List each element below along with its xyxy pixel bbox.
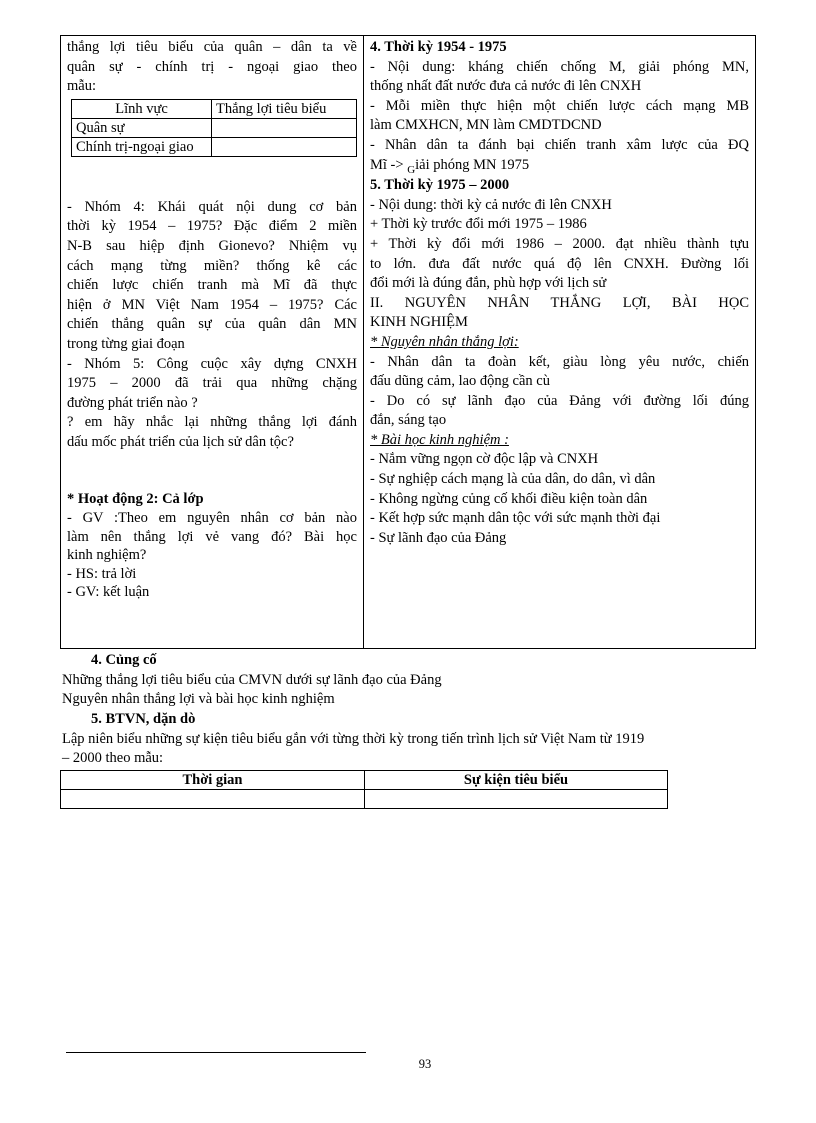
lessons-line: - Kết hợp sức mạnh dân tộc với sức mạnh thời đại <box>370 510 661 527</box>
consolidation-heading: 4. Củng cố <box>91 652 157 668</box>
victory-template-table <box>71 99 357 157</box>
period-5-line: - Nội dung: thời kỳ cả nước đi lên CNXH <box>370 196 612 213</box>
period-5-line: + Thời kỳ đổi mới 1986 – 2000. đạt nhiều thành tựu <box>370 235 749 252</box>
activity-line: - GV :Theo em nguyên nhân cơ bản nào <box>67 510 357 527</box>
table-cell <box>212 118 357 137</box>
homework-heading: 5. BTVN, dặn dò <box>91 711 196 727</box>
group5-line: 1975 – 2000 đã trải qua những chặng <box>67 375 357 392</box>
causes-title: * Nguyên nhân thắng lợi: <box>370 333 519 350</box>
causes-line: đắn, sáng tạo <box>370 412 447 429</box>
consolidation-line: Nguyên nhân thắng lợi và bài học kinh nghiệm <box>62 691 335 708</box>
period-4-line: thống nhất đất nước đưa cả nước đi lên CNXH <box>370 78 642 95</box>
period-5-line: to lớn. đưa đất nước quá độ lên CNXH. Đường lối <box>370 255 749 272</box>
group5-line: - Nhóm 5: Công cuộc xây dựng CNXH <box>67 355 357 372</box>
causes-line: đấu dũng cảm, lao động cần cù <box>370 373 550 390</box>
activity-title: * Hoạt động 2: Cả lớp <box>67 490 204 507</box>
content-column <box>364 36 755 648</box>
group4-line: chiến thắng quân sự của quân dân MN <box>67 316 357 333</box>
intro-line: mẫu: <box>67 78 96 95</box>
period-4-line: - Nhân dân ta đánh bại chiến tranh xâm lược của ĐQ <box>370 136 749 153</box>
period-4-text: iải phóng MN 1975 <box>415 156 530 173</box>
activity-line: - HS: trả lời <box>67 565 137 582</box>
section-2-heading: KINH NGHIỆM <box>370 314 468 331</box>
period-4-line <box>370 156 749 177</box>
group4-line: cách mạng từng miền? thống kê các <box>67 257 357 274</box>
table-cell: Chính trị-ngoại giao <box>72 137 212 156</box>
period-5-line: + Thời kỳ trước đổi mới 1975 – 1986 <box>370 216 587 233</box>
group4-line: - Nhóm 4: Khái quát nội dung cơ bản <box>67 198 357 215</box>
table-cell <box>212 137 357 156</box>
homework-line: Lập niên biểu những sự kiện tiêu biểu gắn với từng thời kỳ trong tiến trình lịch sử Việt Nam từ 1919 <box>62 730 645 747</box>
period-5-line: đổi mới là đúng đắn, phù hợp với lịch sử <box>370 275 607 292</box>
section-2-heading: II. NGUYÊN NHÂN THẮNG LỢI, BÀI HỌC <box>370 294 749 311</box>
table-cell: Quân sự <box>72 118 212 137</box>
causes-line: - Nhân dân ta đoàn kết, giàu lòng yêu nước, chiến <box>370 353 749 370</box>
table-header: Sự kiện tiêu biểu <box>365 771 668 790</box>
activity-line: làm nên thắng lợi vẻ vang đó? Bài học <box>67 528 357 545</box>
homework-line: – 2000 theo mẫu: <box>62 750 164 767</box>
consolidation-line: Những thắng lợi tiêu biểu của CMVN dưới sự lãnh đạo của Đảng <box>62 671 442 688</box>
activity-line: kinh nghiệm? <box>67 547 147 564</box>
footnote-separator <box>66 1052 366 1053</box>
group4-line: trong từng giai đoạn <box>67 335 185 352</box>
page-number: 93 <box>418 1057 432 1071</box>
activity-line: - GV: kết luận <box>67 584 150 601</box>
group4-line: thời kỳ 1954 – 1975? Đặc điểm 2 miền <box>67 218 357 235</box>
period-4-title: 4. Thời kỳ 1954 - 1975 <box>370 39 507 55</box>
period-4-line: - Nội dung: kháng chiến chống M, giải phóng MN, <box>370 58 749 75</box>
lessons-title: * Bài học kinh nghiệm : <box>370 431 509 448</box>
group5-line: ? em hãy nhắc lại những thắng lợi đánh <box>67 414 357 431</box>
table-header: Thắng lợi tiêu biểu <box>212 99 357 118</box>
period-4-line: làm CMXHCN, MN làm CMDTDCND <box>370 117 602 134</box>
teacher-activities-column <box>61 36 364 648</box>
group5-line: đường phát triển nào ? <box>67 394 198 411</box>
group4-line: N-B sau hiệp định Gionevo? Nhiệm vụ <box>67 237 357 254</box>
group4-line: hiện ở MN Việt Nam 1954 – 1975? Các <box>67 296 357 313</box>
intro-line: thắng lợi tiêu biểu của quân – dân ta về <box>67 39 357 55</box>
group5-line: dấu mốc phát triển của lịch sử dân tộc? <box>67 433 294 450</box>
lesson-table <box>60 35 756 649</box>
table-cell <box>365 790 668 809</box>
table-header: Thời gian <box>61 771 365 790</box>
causes-line: - Do có sự lãnh đạo của Đảng với đường lối đúng <box>370 392 749 409</box>
lessons-line: - Nắm vững ngọn cờ độc lập và CNXH <box>370 451 599 468</box>
lessons-line: - Sự lãnh đạo của Đảng <box>370 529 507 546</box>
period-4-line: - Mỗi miền thực hiện một chiến lược cách mạng MB <box>370 97 749 114</box>
consolidation-section <box>62 651 796 710</box>
group4-line: chiến lược chiến tranh mà Mĩ đã thực <box>67 277 357 294</box>
intro-line: quân sự - chính trị - ngoại giao theo <box>67 58 357 75</box>
chronology-template-table <box>60 770 668 809</box>
lessons-line: - Sự nghiệp cách mạng là của dân, do dân, vì dân <box>370 471 656 488</box>
period-5-title: 5. Thời kỳ 1975 – 2000 <box>370 177 510 194</box>
homework-section <box>62 710 796 769</box>
lessons-line: - Không ngừng củng cố khối điều kiện toàn dân <box>370 490 648 507</box>
period-4-text: Mĩ -> <box>370 156 408 173</box>
table-header: Lĩnh vực <box>72 99 212 118</box>
period-4-letter: G <box>407 163 416 176</box>
table-cell <box>61 790 365 809</box>
